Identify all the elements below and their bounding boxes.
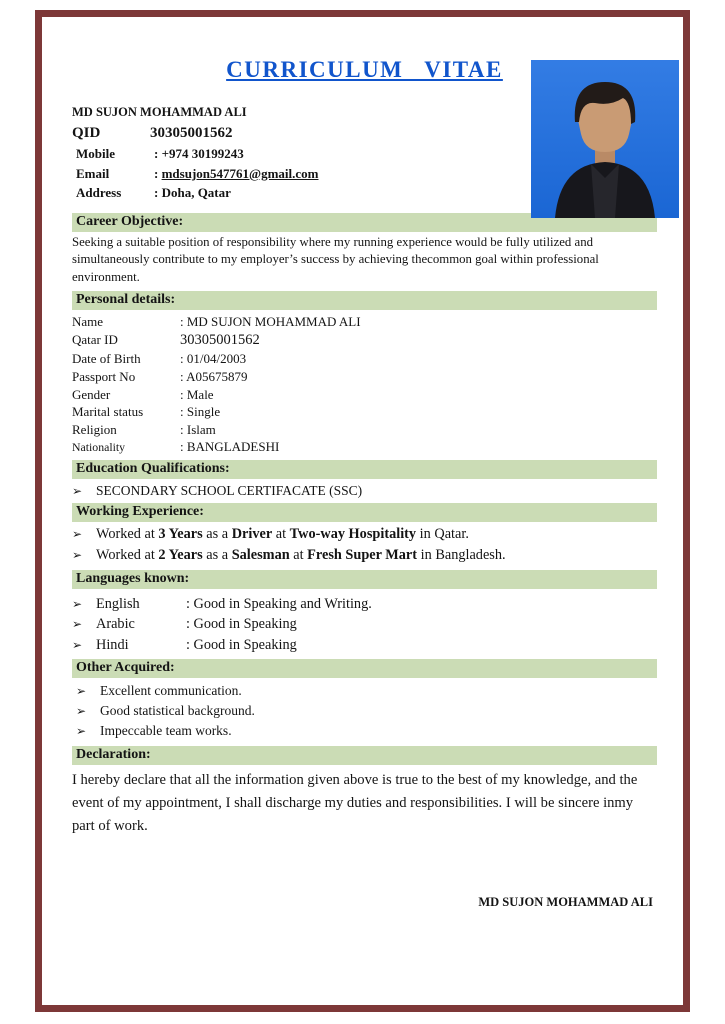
arrow-bullet-icon: ➢ [72,617,83,632]
other-acquired-list [72,681,657,742]
table-row [72,368,657,386]
email-link[interactable]: mdsujon547761@gmail.com [161,165,319,181]
section-header-career-objective: Career Objective: [72,213,657,232]
experience-text: as a [202,547,232,564]
list-item [72,721,657,741]
list-item [72,524,657,545]
declaration-text: I hereby declare that all the information given above is true to the best of my knowledge, and the event of my appointment, I shall discharge my duties and responsibilities. I will be sincere inmy part of work. [72,772,638,834]
arrow-bullet-icon: ➢ [72,596,83,611]
experience-company: Two-way Hospitality [289,526,417,543]
experience-role: Salesman [231,547,290,564]
detail-value: : Single [180,404,221,420]
section-header-declaration: Declaration: [72,746,657,765]
detail-label: Name [72,314,104,330]
detail-value: : Islam [180,421,216,437]
address-label: Address [76,185,122,201]
profile-photo [531,60,679,218]
mobile-label: Mobile [76,146,115,162]
arrow-bullet-icon: ➢ [76,683,87,698]
arrow-bullet-icon: ➢ [72,484,83,499]
arrow-bullet-icon: ➢ [76,724,87,739]
arrow-bullet-icon: ➢ [72,638,83,653]
experience-list [72,524,657,566]
table-row [72,331,657,351]
person-silhouette-icon [531,60,679,218]
detail-label: Nationality [72,440,126,455]
experience-years: 2 Years [158,547,203,564]
detail-value: : Male [180,386,214,402]
address-value: : Doha, Qatar [154,185,231,201]
qid-value: 30305001562 [150,124,233,141]
career-objective-text: Seeking a suitable position of responsibility where my running experience would be fully utilized and simultaneously contribute to my employer’s success by achieving thecommon goal within professional environment. [72,234,599,284]
detail-label: Marital status [72,404,144,420]
language-level: : Good in Speaking [186,616,297,633]
detail-label: Passport No [72,369,136,384]
table-row [72,313,657,331]
other-item-text: Excellent communication. [100,682,242,698]
email-colon: : [154,165,162,181]
list-item [72,701,657,721]
language-name: English [96,595,140,612]
experience-years: 3 Years [158,526,203,543]
table-row [72,350,657,368]
experience-text: as a [202,526,232,543]
contact-row-mobile [72,144,512,164]
detail-value: : 01/04/2003 [180,351,247,367]
page-border-frame [35,10,690,1012]
experience-role: Driver [231,526,273,543]
detail-value: : MD SUJON MOHAMMAD ALI [180,314,361,330]
table-row [72,421,657,439]
detail-label: Gender [72,386,111,402]
arrow-bullet-icon: ➢ [72,548,83,563]
experience-text: at [289,547,308,564]
experience-text: in Bangladesh. [417,547,506,564]
detail-value: : A05675879 [180,369,248,384]
other-item-text: Impeccable team works. [100,723,232,739]
signature-name: MD SUJON MOHAMMAD ALI [478,895,653,909]
list-item [72,681,657,701]
email-label: Email [76,165,110,181]
contact-row-email [72,164,512,184]
arrow-bullet-icon: ➢ [76,703,87,718]
languages-list [72,594,657,656]
personal-details-list [72,313,657,456]
experience-text: Worked at [96,526,159,543]
table-row [72,403,657,421]
experience-text: at [272,526,290,543]
section-header-experience: Working Experience: [72,503,657,522]
list-item [72,635,657,656]
mobile-value: : +974 30199243 [154,146,244,162]
page-content [42,17,683,1005]
table-row [72,438,657,456]
table-row [72,386,657,404]
qid-label: QID [72,124,101,141]
contact-block [72,103,512,203]
section-header-other-acquired: Other Acquired: [72,659,657,678]
page-title: CURRICULUM VITAE [226,57,503,82]
list-item [72,481,657,500]
list-item [72,614,657,635]
experience-text: in Qatar. [416,526,469,543]
other-item-text: Good statistical background. [100,702,255,718]
education-item-text: SECONDARY SCHOOL CERTIFACATE (SSC) [96,483,363,499]
list-item [72,594,657,615]
detail-label: Religion [72,421,117,437]
language-name: Hindi [96,637,129,654]
contact-name: MD SUJON MOHAMMAD ALI [72,105,247,119]
list-item [72,545,657,566]
contact-row-qid [72,122,512,145]
experience-company: Fresh Super Mart [307,547,418,564]
experience-text: Worked at [96,547,159,564]
language-name: Arabic [96,616,135,633]
detail-label: Qatar ID [72,331,118,347]
language-level: : Good in Speaking and Writing. [186,595,372,612]
arrow-bullet-icon: ➢ [72,527,83,542]
detail-value: : BANGLADESHI [180,439,280,455]
detail-label: Date of Birth [72,351,141,367]
section-header-education: Education Qualifications: [72,460,657,479]
contact-row-address [72,183,512,203]
section-header-languages: Languages known: [72,570,657,589]
section-header-personal-details: Personal details: [72,291,657,310]
language-level: : Good in Speaking [186,637,297,654]
detail-value: 30305001562 [180,331,260,348]
